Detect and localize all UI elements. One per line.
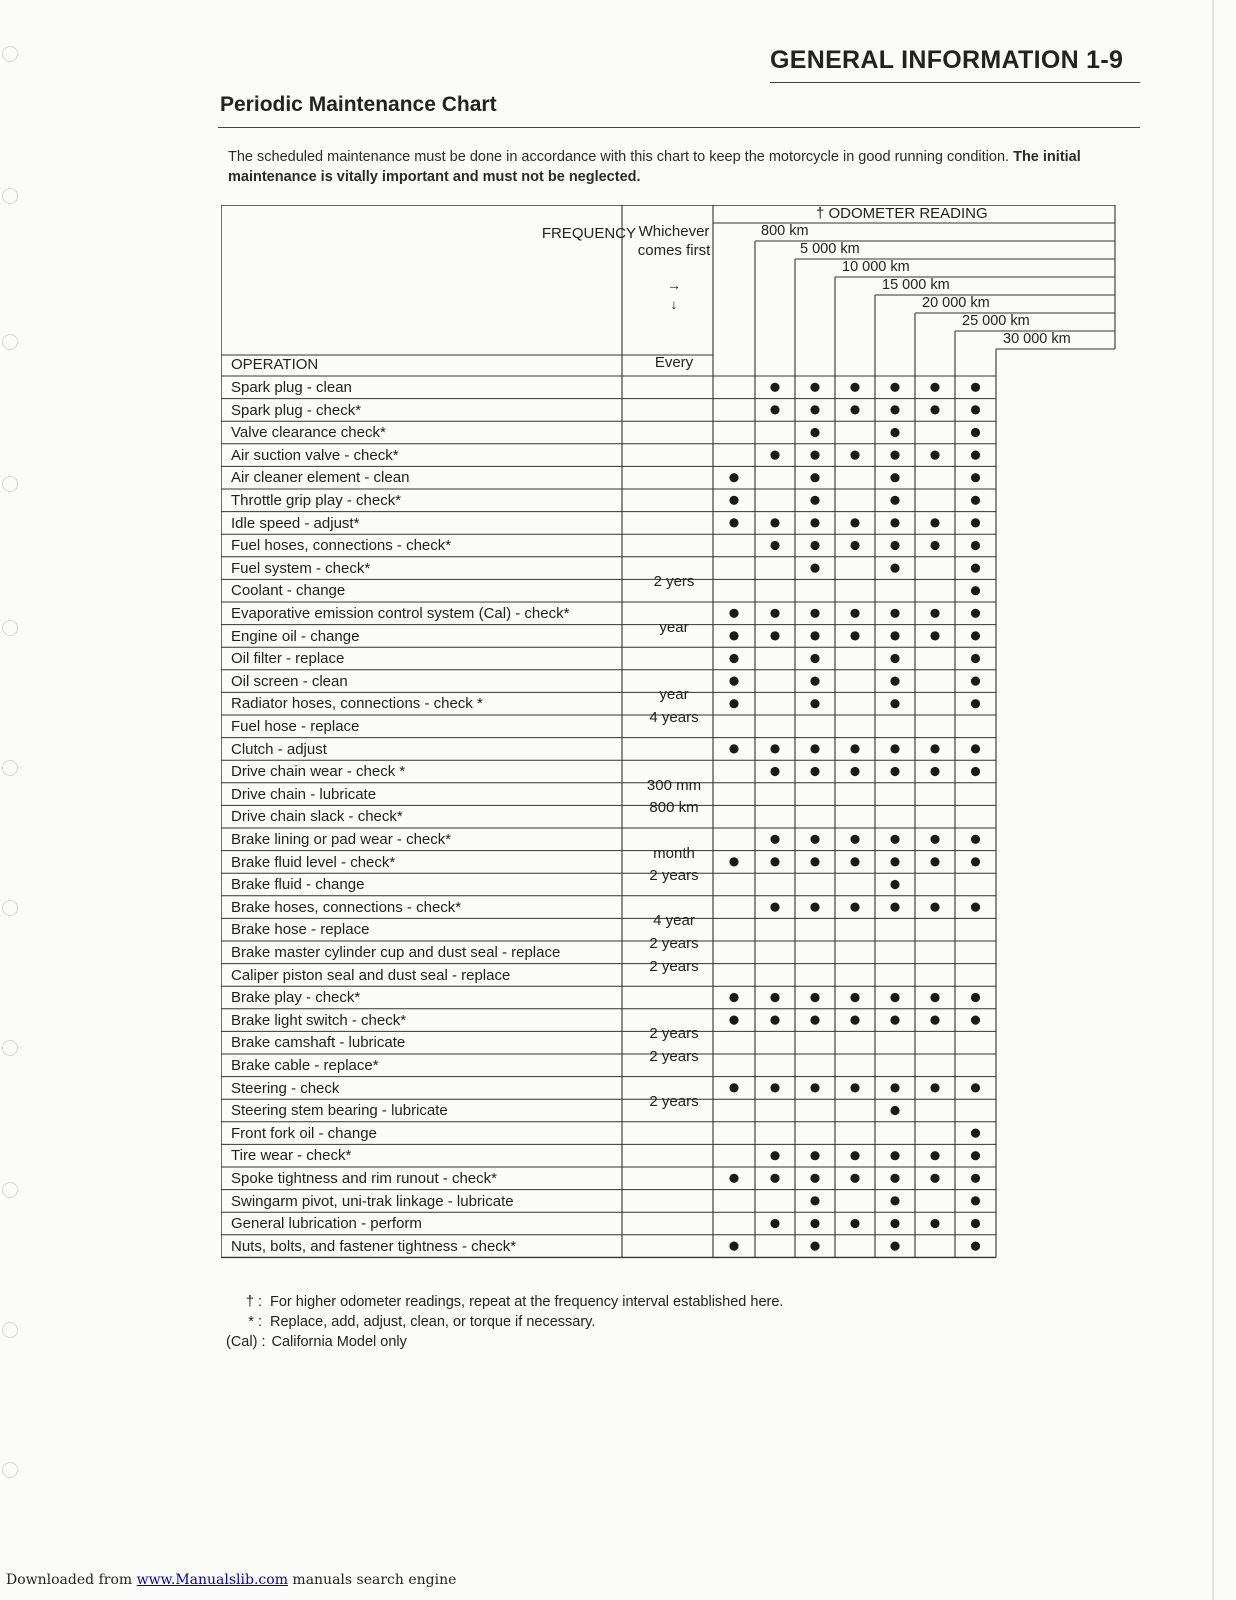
operation-cell: Caliper piston seal and dust seal - replace <box>231 966 511 984</box>
maintenance-dot <box>971 993 980 1002</box>
operation-cell: Oil screen - clean <box>231 672 348 690</box>
whichever-label: Whichever comes first <box>637 223 711 259</box>
odometer-reading: 30 000 km <box>1003 331 1071 347</box>
interval-cell: 2 years <box>649 1048 699 1065</box>
binder-hole <box>2 1322 18 1338</box>
maintenance-dot <box>850 383 859 392</box>
maintenance-dot <box>729 473 738 482</box>
maintenance-dot <box>890 835 899 844</box>
maintenance-dot <box>729 631 738 640</box>
maintenance-dot <box>810 1242 819 1251</box>
operation-cell: Clutch - adjust <box>231 740 327 758</box>
page-header: GENERAL INFORMATION 1-9 <box>770 46 1124 74</box>
maintenance-dot <box>890 473 899 482</box>
maintenance-dot <box>770 631 779 640</box>
maintenance-dot <box>930 903 939 912</box>
maintenance-dot <box>770 518 779 527</box>
footnote-text: California Model only <box>271 1334 407 1350</box>
maintenance-dot <box>930 767 939 776</box>
maintenance-dot <box>890 631 899 640</box>
maintenance-dot <box>971 631 980 640</box>
operation-cell: Idle speed - adjust* <box>231 514 360 532</box>
maintenance-dot <box>770 405 779 414</box>
maintenance-dot <box>930 744 939 753</box>
maintenance-dot <box>930 1219 939 1228</box>
operation-cell: Oil filter - replace <box>231 650 345 668</box>
interval-cell: 800 km <box>649 799 699 817</box>
operation-cell: Drive chain slack - check* <box>231 808 403 826</box>
maintenance-dot <box>971 586 980 595</box>
interval-cell: 2 years <box>649 957 699 975</box>
arrow-right-icon: → <box>667 277 681 293</box>
interval-cell: 2 years <box>649 867 699 885</box>
maintenance-dot <box>850 767 859 776</box>
operation-cell: Steering - check <box>231 1079 340 1097</box>
maintenance-dot <box>810 767 819 776</box>
maintenance-dot <box>810 744 819 753</box>
interval-cell: 4 years <box>649 709 699 726</box>
interval-cell: 2 years <box>649 1025 699 1043</box>
maintenance-dot <box>930 541 939 550</box>
maintenance-dot <box>930 405 939 414</box>
maintenance-dot <box>971 744 980 753</box>
download-banner <box>6 1572 456 1588</box>
operation-cell: Brake light switch - check* <box>231 1011 407 1029</box>
binder-hole <box>2 334 18 350</box>
maintenance-dot <box>890 857 899 866</box>
section-title: Periodic Maintenance Chart <box>220 93 497 116</box>
maintenance-dot <box>810 609 819 618</box>
maintenance-dot <box>890 428 899 437</box>
operation-cell: Brake hoses, connections - check* <box>231 898 462 916</box>
interval-cell: 2 years <box>649 935 699 952</box>
maintenance-dot <box>930 835 939 844</box>
maintenance-dot <box>850 857 859 866</box>
maintenance-dot <box>890 564 899 573</box>
maintenance-dot <box>971 1174 980 1183</box>
maintenance-dot <box>850 518 859 527</box>
maintenance-dot <box>890 993 899 1002</box>
binder-hole <box>2 1462 18 1478</box>
maintenance-dot <box>729 1016 738 1025</box>
operation-cell: Throttle grip play - check* <box>231 492 402 509</box>
maintenance-dot <box>770 541 779 550</box>
odometer-reading: 800 km <box>761 223 809 239</box>
maintenance-dot <box>890 1083 899 1092</box>
maintenance-dot <box>810 1016 819 1025</box>
maintenance-dot <box>930 1083 939 1092</box>
maintenance-dot <box>810 699 819 708</box>
maintenance-dot <box>810 564 819 573</box>
maintenance-dot <box>971 654 980 663</box>
maintenance-dot <box>890 744 899 753</box>
title-rule <box>218 127 1140 128</box>
operation-cell: Brake fluid - change <box>231 876 365 894</box>
maintenance-dot <box>971 1083 980 1092</box>
maintenance-dot <box>971 541 980 550</box>
operation-cell: Air suction valve - check* <box>231 446 399 464</box>
maintenance-dot <box>971 383 980 392</box>
maintenance-dot <box>890 699 899 708</box>
maintenance-dot <box>770 383 779 392</box>
operation-cell: Drive chain wear - check * <box>231 763 406 781</box>
binder-hole <box>2 1040 18 1056</box>
operation-cell: Brake master cylinder cup and dust seal - replace <box>231 944 561 961</box>
every-label: Every <box>654 354 694 371</box>
maintenance-dot <box>770 1151 779 1160</box>
operation-cell: Steering stem bearing - lubricate <box>231 1102 448 1120</box>
maintenance-dot <box>729 654 738 663</box>
maintenance-dot <box>890 541 899 550</box>
maintenance-dot <box>729 1242 738 1251</box>
maintenance-dot <box>850 744 859 753</box>
maintenance-dot <box>971 1196 980 1205</box>
maintenance-dot <box>930 383 939 392</box>
footnote-text: Replace, add, adjust, clean, or torque if necessary. <box>270 1314 596 1330</box>
interval-cell: 4 year <box>653 912 695 930</box>
maintenance-dot <box>770 857 779 866</box>
maintenance-dot <box>810 473 819 482</box>
maintenance-dot <box>971 857 980 866</box>
maintenance-dot <box>890 1219 899 1228</box>
maintenance-dot <box>850 993 859 1002</box>
operation-cell: Engine oil - change <box>231 627 360 645</box>
maintenance-dot <box>729 496 738 505</box>
maintenance-dot <box>971 903 980 912</box>
operation-cell: Brake hose - replace <box>231 921 370 939</box>
maintenance-dot <box>850 405 859 414</box>
maintenance-dot <box>890 518 899 527</box>
footnotes <box>226 1292 783 1352</box>
interval-cell: 2 years <box>649 1093 699 1111</box>
operation-cell: Fuel system - check* <box>231 559 371 577</box>
maintenance-dot <box>729 857 738 866</box>
intro-paragraph <box>228 147 1138 187</box>
odometer-reading: 20 000 km <box>922 295 990 311</box>
operation-cell: Fuel hoses, connections - check* <box>231 537 452 555</box>
operation-cell: Air cleaner element - clean <box>231 469 410 487</box>
maintenance-chart <box>221 205 1137 1280</box>
odometer-reading: 15 000 km <box>882 277 950 293</box>
page-edge <box>1212 0 1214 1600</box>
odometer-title: † ODOMETER READING <box>816 205 988 222</box>
maintenance-dot <box>850 1083 859 1092</box>
footnote-mark: (Cal) : <box>226 1334 266 1350</box>
maintenance-dot <box>971 451 980 460</box>
maintenance-dot <box>971 405 980 414</box>
operation-cell: Brake lining or pad wear - check* <box>231 831 452 848</box>
operation-cell: Brake cable - replace* <box>231 1057 379 1074</box>
footnote-mark: † : <box>245 1294 262 1310</box>
maintenance-dot <box>930 857 939 866</box>
maintenance-dot <box>890 496 899 505</box>
footnote <box>226 1292 783 1312</box>
operation-cell: Evaporative emission control system (Cal) - check* <box>231 605 570 622</box>
maintenance-dot <box>810 631 819 640</box>
maintenance-dot <box>850 1174 859 1183</box>
maintenance-dot <box>971 1129 980 1138</box>
operation-cell: General lubrication - perform <box>231 1215 422 1233</box>
frequency-label: FREQUENCY <box>541 225 636 242</box>
maintenance-dot <box>810 451 819 460</box>
maintenance-dot <box>770 767 779 776</box>
footnote <box>226 1312 783 1332</box>
maintenance-dot <box>850 541 859 550</box>
maintenance-dot <box>971 473 980 482</box>
maintenance-dot <box>971 1219 980 1228</box>
maintenance-dot <box>971 677 980 686</box>
footnote-mark: * : <box>248 1314 262 1330</box>
maintenance-dot <box>971 699 980 708</box>
binder-hole <box>2 620 18 636</box>
operation-cell: Spark plug - clean <box>231 379 352 396</box>
footnote-text: For higher odometer readings, repeat at the frequency interval established here. <box>270 1294 784 1310</box>
maintenance-dot <box>930 1016 939 1025</box>
maintenance-dot <box>729 993 738 1002</box>
maintenance-dot <box>850 903 859 912</box>
maintenance-dot <box>971 1016 980 1025</box>
maintenance-dot <box>810 518 819 527</box>
maintenance-dot <box>890 1174 899 1183</box>
maintenance-dot <box>810 1174 819 1183</box>
interval-cell: year <box>659 618 689 636</box>
maintenance-dot <box>810 677 819 686</box>
maintenance-dot <box>850 451 859 460</box>
operation-cell: Front fork oil - change <box>231 1124 377 1142</box>
intro-bold-text: The initial maintenance is vitally important and must not be neglected. <box>228 149 1081 185</box>
maintenance-dot <box>810 1083 819 1092</box>
maintenance-dot <box>971 835 980 844</box>
maintenance-dot <box>890 1016 899 1025</box>
odometer-reading: 5 000 km <box>800 241 860 257</box>
download-prefix: Downloaded from <box>6 1572 137 1588</box>
operation-cell: Radiator hoses, connections - check * <box>231 695 483 713</box>
maintenance-dot <box>810 383 819 392</box>
odometer-reading: 10 000 km <box>842 259 910 275</box>
operation-cell: Valve clearance check* <box>231 424 386 442</box>
maintenance-dot <box>890 1151 899 1160</box>
maintenance-dot <box>729 699 738 708</box>
binder-hole <box>2 476 18 492</box>
maintenance-dot <box>729 744 738 753</box>
arrow-glyphs <box>626 276 722 314</box>
maintenance-dot <box>850 1016 859 1025</box>
interval-cell: 300 mm <box>646 776 702 794</box>
maintenance-dot <box>930 609 939 618</box>
odometer-reading: 25 000 km <box>962 313 1030 329</box>
interval-cell: year <box>659 686 689 704</box>
binder-hole <box>2 188 18 204</box>
maintenance-dot <box>810 1151 819 1160</box>
operation-cell: Spoke tightness and rim runout - check* <box>231 1170 497 1187</box>
maintenance-dot <box>850 631 859 640</box>
maintenance-dot <box>770 1174 779 1183</box>
maintenance-dot <box>930 451 939 460</box>
maintenance-dot <box>971 428 980 437</box>
maintenance-dot <box>810 496 819 505</box>
maintenance-dot <box>930 993 939 1002</box>
maintenance-dot <box>890 383 899 392</box>
maintenance-dot <box>850 609 859 618</box>
maintenance-dot <box>890 767 899 776</box>
operation-cell: Nuts, bolts, and fastener tightness - check* <box>231 1237 517 1255</box>
maintenance-dot <box>890 1106 899 1115</box>
maintenance-dot <box>930 518 939 527</box>
operation-cell: Brake camshaft - lubricate <box>231 1034 406 1052</box>
maintenance-dot <box>729 518 738 527</box>
maintenance-dot <box>729 1174 738 1183</box>
maintenance-dot <box>890 903 899 912</box>
binder-hole <box>2 1182 18 1198</box>
maintenance-dot <box>810 857 819 866</box>
operation-cell: Fuel hose - replace <box>231 718 360 735</box>
operation-cell: Swingarm pivot, uni-trak linkage - lubricate <box>231 1192 514 1210</box>
maintenance-dot <box>971 518 980 527</box>
download-suffix: manuals search engine <box>287 1572 457 1588</box>
operation-cell: Drive chain - lubricate <box>231 785 377 803</box>
binder-hole <box>2 46 18 62</box>
operation-cell: Tire wear - check* <box>231 1147 352 1165</box>
maintenance-dot <box>810 993 819 1002</box>
maintenance-dot <box>810 654 819 663</box>
maintenance-dot <box>729 609 738 618</box>
maintenance-dot <box>971 767 980 776</box>
binder-hole <box>2 760 18 776</box>
maintenance-dot <box>890 677 899 686</box>
operation-cell: Brake play - check* <box>231 989 361 1007</box>
operation-cell: Brake fluid level - check* <box>231 853 396 871</box>
maintenance-dot <box>930 631 939 640</box>
maintenance-dot <box>810 1196 819 1205</box>
binder-hole <box>2 900 18 916</box>
maintenance-dot <box>770 1083 779 1092</box>
maintenance-dot <box>890 609 899 618</box>
maintenance-dot <box>890 405 899 414</box>
maintenance-dot <box>971 496 980 505</box>
maintenance-dot <box>971 609 980 618</box>
maintenance-dot <box>810 405 819 414</box>
maintenance-dot <box>770 835 779 844</box>
footnote <box>226 1332 783 1352</box>
maintenance-dot <box>729 1083 738 1092</box>
maintenance-dot <box>770 609 779 618</box>
maintenance-dot <box>930 1151 939 1160</box>
interval-cell: 2 yers <box>653 573 695 591</box>
header-rule <box>770 82 1140 83</box>
maintenance-dot <box>770 993 779 1002</box>
maintenance-dot <box>770 903 779 912</box>
maintenance-dot <box>971 564 980 573</box>
maintenance-dot <box>770 744 779 753</box>
maintenance-dot <box>890 880 899 889</box>
maintenance-dot <box>930 1174 939 1183</box>
operation-cell: Spark plug - check* <box>231 401 362 419</box>
manualslib-link[interactable]: www.Manualslib.com <box>136 1572 288 1588</box>
maintenance-dot <box>810 541 819 550</box>
maintenance-dot <box>890 451 899 460</box>
maintenance-dot <box>890 654 899 663</box>
operation-cell: Coolant - change <box>231 582 346 600</box>
maintenance-dot <box>810 835 819 844</box>
maintenance-dot <box>971 1151 980 1160</box>
maintenance-dot <box>850 835 859 844</box>
maintenance-dot <box>850 1219 859 1228</box>
arrow-down-icon: ↓ <box>670 296 678 312</box>
maintenance-dot <box>810 903 819 912</box>
maintenance-dot <box>971 1242 980 1251</box>
maintenance-dot <box>810 428 819 437</box>
maintenance-dot <box>770 1016 779 1025</box>
operation-label: OPERATION <box>231 356 319 373</box>
maintenance-dot <box>850 1151 859 1160</box>
intro-text: The scheduled maintenance must be done in accordance with this chart to keep the motorcycle in good running condition. <box>228 149 1014 165</box>
maintenance-dot <box>729 677 738 686</box>
interval-cell: month <box>653 844 695 862</box>
maintenance-dot <box>810 1219 819 1228</box>
maintenance-dot <box>770 451 779 460</box>
maintenance-dot <box>890 1242 899 1251</box>
maintenance-dot <box>890 1196 899 1205</box>
maintenance-dot <box>770 1219 779 1228</box>
